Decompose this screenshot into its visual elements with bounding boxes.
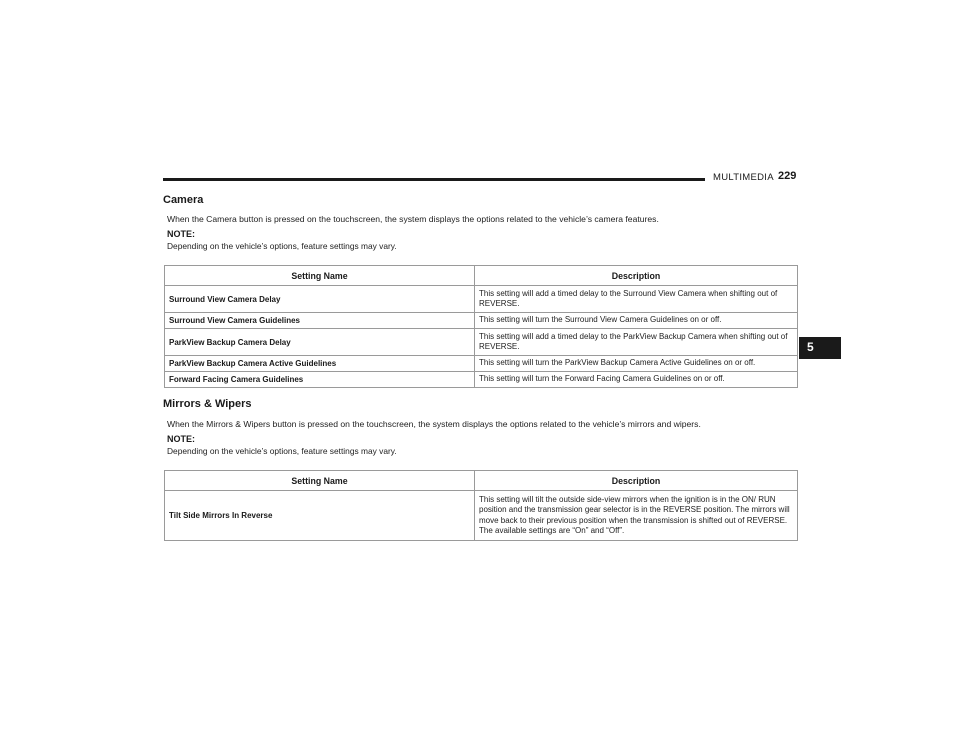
mirrors-intro: When the Mirrors & Wipers button is pressed on the touchscreen, the system displays the options related to the vehicle’s mirrors and wipers. [167, 419, 701, 429]
mirrors-note-label: NOTE: [167, 434, 195, 444]
running-header-section: MULTIMEDIA [713, 172, 774, 183]
table-row [165, 372, 798, 388]
setting-name: Surround View Camera Delay [165, 286, 475, 313]
setting-description: This setting will tilt the outside side-view mirrors when the ignition is in the ON/ RUN position and the transmission gear selector is in the REVERSE position. The mirrors will move back to their previous position when the transmission is shifted out of REVERSE. The available settings are “On” and “Off”. [475, 491, 798, 541]
camera-section-title: Camera [163, 194, 204, 206]
table-header-row [165, 471, 798, 491]
table-row [165, 286, 798, 313]
camera-note-label: NOTE: [167, 229, 195, 239]
setting-name: ParkView Backup Camera Active Guidelines [165, 356, 475, 372]
setting-description: This setting will add a timed delay to the ParkView Backup Camera when shifting out of REVERSE. [475, 329, 798, 356]
column-header-description: Description [475, 266, 798, 286]
chapter-tab [799, 337, 841, 359]
setting-name: ParkView Backup Camera Delay [165, 329, 475, 356]
setting-description: This setting will turn the ParkView Backup Camera Active Guidelines on or off. [475, 356, 798, 372]
setting-name: Forward Facing Camera Guidelines [165, 372, 475, 388]
mirrors-settings-table [164, 470, 798, 541]
table-row [165, 313, 798, 329]
table-row [165, 491, 798, 541]
mirrors-section-title: Mirrors & Wipers [163, 398, 252, 410]
setting-name: Surround View Camera Guidelines [165, 313, 475, 329]
setting-description: This setting will turn the Surround View Camera Guidelines on or off. [475, 313, 798, 329]
camera-settings-table [164, 265, 798, 388]
mirrors-note-text: Depending on the vehicle’s options, feature settings may vary. [167, 446, 397, 456]
setting-name: Tilt Side Mirrors In Reverse [165, 491, 475, 541]
column-header-setting-name: Setting Name [165, 471, 475, 491]
table-row [165, 329, 798, 356]
camera-intro: When the Camera button is pressed on the touchscreen, the system displays the options related to the vehicle’s camera features. [167, 214, 659, 224]
chapter-tab-number: 5 [807, 340, 814, 354]
setting-description: This setting will add a timed delay to the Surround View Camera when shifting out of REVERSE. [475, 286, 798, 313]
page-number: 229 [778, 170, 797, 182]
setting-description: This setting will turn the Forward Facing Camera Guidelines on or off. [475, 372, 798, 388]
column-header-setting-name: Setting Name [165, 266, 475, 286]
table-header-row [165, 266, 798, 286]
camera-note-text: Depending on the vehicle’s options, feature settings may vary. [167, 241, 397, 251]
header-rule [163, 178, 705, 181]
table-row [165, 356, 798, 372]
column-header-description: Description [475, 471, 798, 491]
